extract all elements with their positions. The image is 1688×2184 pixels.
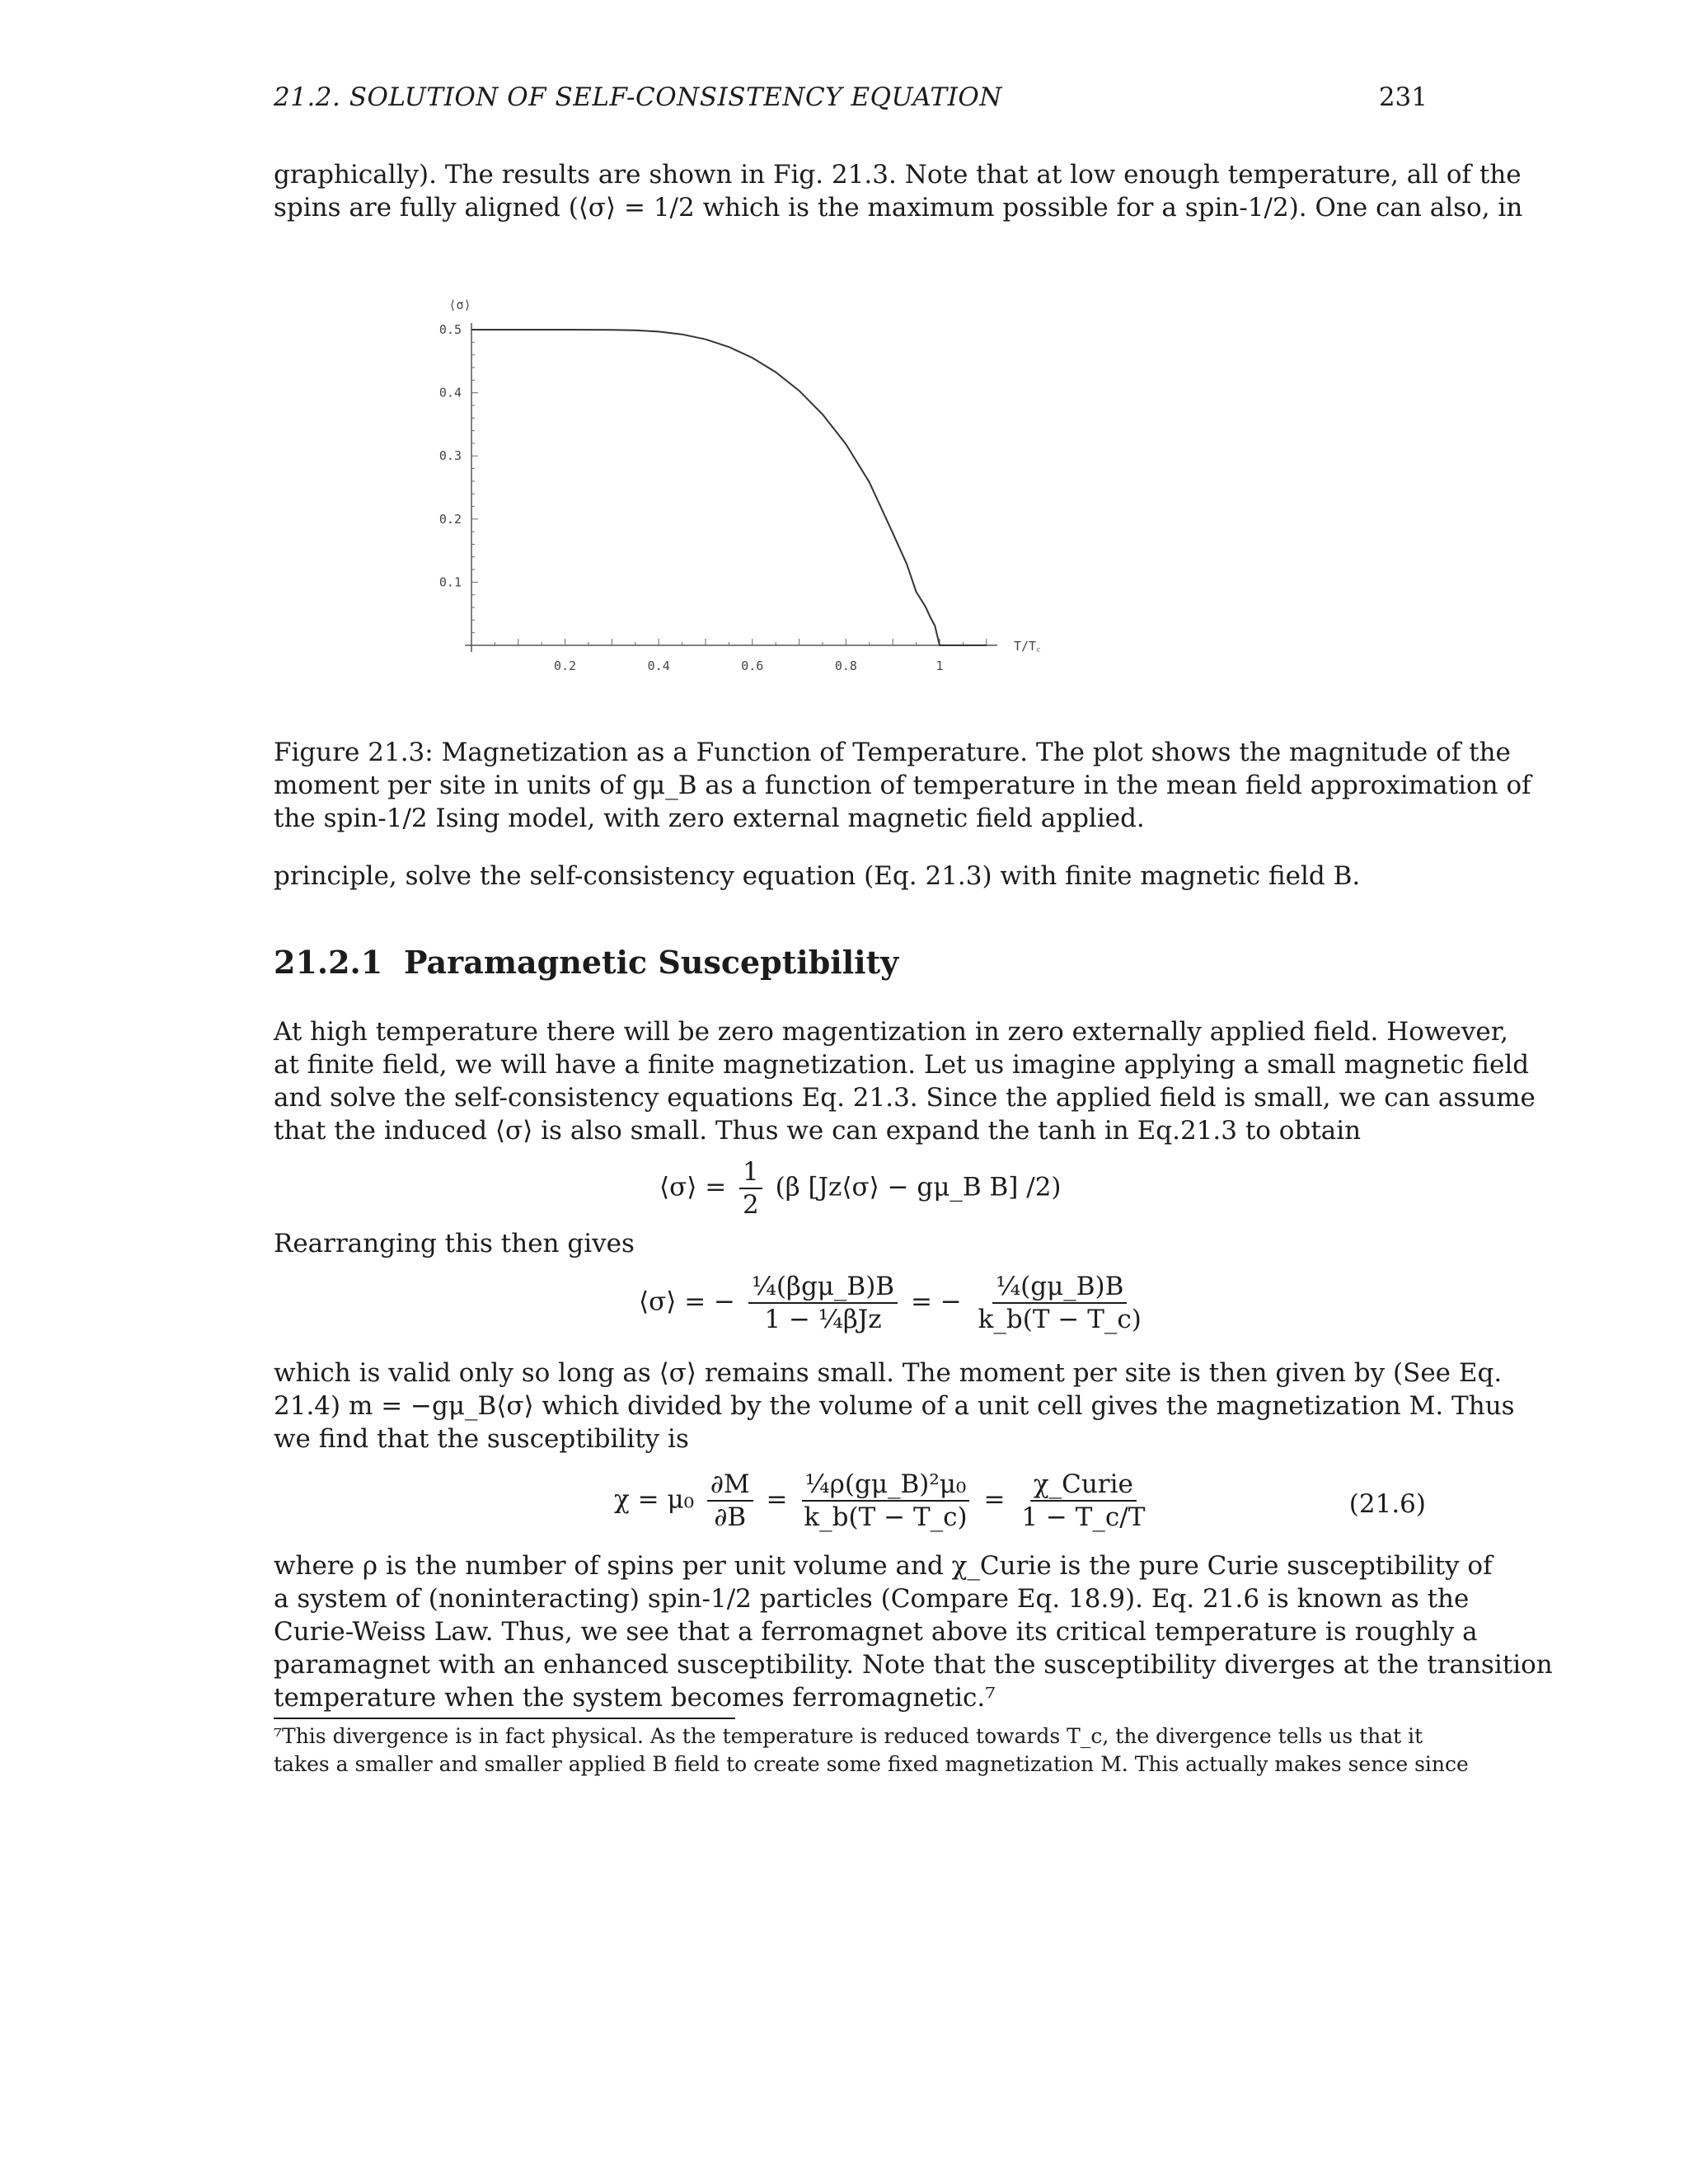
- y-axis-label: ⟨σ⟩: [448, 298, 471, 312]
- caption-line: the spin-1/2 Ising model, with zero external magnetic field applied.: [274, 804, 1145, 833]
- eq3-f2-denominator: k_b(T − T_c): [804, 1502, 968, 1532]
- eq3-f3-numerator: χ_Curie: [1030, 1469, 1137, 1502]
- magnetization-chart: [412, 284, 1071, 680]
- y-tick-label: 0.2: [438, 511, 462, 527]
- eq3-f1-denominator: ∂B: [714, 1502, 747, 1532]
- eq2-f1-denominator: 1 − ¼βJz: [764, 1305, 882, 1334]
- figure-caption: [274, 736, 1531, 835]
- text-line: where ρ is the number of spins per unit volume and χ_Curie is the pure Curie susceptibility of: [274, 1551, 1493, 1581]
- paragraph-3: [274, 1549, 1553, 1714]
- text-line: At high temperature there will be zero magentization in zero externally applied field. However,: [274, 1017, 1508, 1047]
- footnote-rule: [274, 1718, 735, 1719]
- footnote-line: takes a smaller and smaller applied B field to create some fixed magnetization M. This actually makes sence since: [274, 1752, 1469, 1776]
- eq1-rhs: (β [Jz⟨σ⟩ − gμ_B B] /2): [775, 1172, 1062, 1202]
- text-line: and solve the self-consistency equations Eq. 21.3. Since the applied field is small, we can assume: [274, 1083, 1536, 1113]
- caption-line: moment per site in units of gμ_B as a function of temperature in the mean field approximation of: [274, 771, 1531, 800]
- x-tick-label: 0.8: [834, 658, 857, 673]
- footnote: [274, 1722, 1469, 1779]
- after-figure-text: principle, solve the self-consistency equation (Eq. 21.3) with finite magnetic field B.: [274, 861, 1361, 891]
- text-line: a system of (noninteracting) spin-1/2 particles (Compare Eq. 18.9). Eq. 21.6 is known as the: [274, 1584, 1470, 1614]
- x-axis-label: T/T꜀: [1014, 639, 1041, 654]
- eq1-numerator: 1: [739, 1156, 762, 1189]
- running-head: 21.2. SOLUTION OF SELF-CONSISTENCY EQUATION: [274, 82, 1002, 112]
- eq1-lhs: ⟨σ⟩ =: [659, 1172, 727, 1202]
- paragraph-1: [274, 1015, 1536, 1147]
- magnetization-curve: [471, 330, 987, 645]
- text-line: paramagnet with an enhanced susceptibility. Note that the susceptibility diverges at the transition: [274, 1650, 1553, 1680]
- text-line: that the induced ⟨σ⟩ is also small. Thus we can expand the tanh in Eq.21.3 to obtain: [274, 1116, 1362, 1146]
- eq2-lhs: ⟨σ⟩ = −: [639, 1286, 736, 1317]
- chart-ticks: [471, 330, 987, 645]
- text-line: which is valid only so long as ⟨σ⟩ remains small. The moment per site is then given by (See Eq.: [274, 1358, 1503, 1388]
- eq3-lhs: χ = μ₀: [614, 1484, 695, 1515]
- chart-labels: [439, 298, 1040, 673]
- page-number: 231: [1378, 82, 1428, 112]
- equation-number: (21.6): [1348, 1489, 1426, 1519]
- x-tick-label: 0.2: [554, 658, 577, 673]
- eq3-fraction-3: [1018, 1469, 1148, 1533]
- text-line: temperature when the system becomes ferromagnetic.⁷: [274, 1683, 996, 1713]
- y-tick-label: 0.1: [438, 574, 462, 590]
- y-tick-label: 0.3: [438, 448, 462, 464]
- text-line: 21.4) m = −gμ_B⟨σ⟩ which divided by the volume of a unit cell gives the magnetization M. Thus: [274, 1391, 1515, 1421]
- eq2-f2-numerator: ¼(gμ_B)B: [992, 1271, 1127, 1304]
- text-line: graphically). The results are shown in Fig. 21.3. Note that at low enough temperature, all of the: [274, 160, 1522, 190]
- y-tick-label: 0.4: [438, 385, 462, 401]
- text-line: at finite field, we will have a finite magnetization. Let us imagine applying a small magnetic field: [274, 1050, 1530, 1080]
- section-number: 21.2.1: [274, 944, 383, 981]
- equation-1: [659, 1156, 1154, 1221]
- eq3-fraction-1: [707, 1469, 753, 1533]
- chart-axes: [465, 323, 997, 652]
- eq3-fraction-2: [800, 1469, 970, 1533]
- eq2-f2-denominator: k_b(T − T_c): [978, 1305, 1142, 1334]
- caption-line: Figure 21.3: Magnetization as a Function of Temperature. The plot shows the magnitude of the: [274, 738, 1511, 767]
- eq2-fraction-1: [748, 1271, 898, 1335]
- eq2-mid: = −: [910, 1286, 962, 1317]
- footnote-line: ⁷This divergence is in fact physical. As the temperature is reduced towards T_c, the divergence tells us that it: [274, 1724, 1423, 1748]
- text-line: we find that the susceptibility is: [274, 1424, 689, 1454]
- eq3-f3-denominator: 1 − T_c/T: [1021, 1502, 1146, 1532]
- equation-2: [639, 1271, 1216, 1335]
- section-title: Paramagnetic Susceptibility: [404, 944, 899, 981]
- x-tick-label: 0.4: [647, 658, 670, 673]
- eq1-denominator: 2: [743, 1190, 759, 1220]
- x-tick-label: 0.6: [741, 658, 764, 673]
- eq2-fraction-2: [975, 1271, 1145, 1335]
- page-header: [274, 82, 1428, 119]
- eq1-fraction: [739, 1156, 762, 1221]
- paragraph-2: [274, 1357, 1515, 1455]
- section-heading: [274, 944, 898, 981]
- rearranging-text: Rearranging this then gives: [274, 1229, 635, 1258]
- intro-paragraph: [274, 158, 1523, 224]
- y-tick-label: 0.5: [438, 322, 462, 337]
- eq2-f1-numerator: ¼(βgμ_B)B: [748, 1271, 898, 1304]
- eq3-f2-numerator: ¼ρ(gμ_B)²μ₀: [802, 1469, 970, 1502]
- text-line: spins are fully aligned (⟨σ⟩ = 1/2 which is the maximum possible for a spin-1/2). One can also, in: [274, 193, 1523, 223]
- text-line: Curie-Weiss Law. Thus, we see that a ferromagnet above its critical temperature is roughly a: [274, 1617, 1478, 1647]
- eq3-f1-numerator: ∂M: [707, 1469, 753, 1502]
- equation-3: χ = μ₀ $\frac{\partial M}{\partial B}$ = $\frac{\text{¼ρ(gμ\_B)²μ₀}}{k\_b(T - T\_c)}$ = $\frac{\text{χ\_Curie}}{1 - T\_c/T}$: [614, 1469, 1191, 1533]
- x-tick-label: 1: [935, 658, 944, 673]
